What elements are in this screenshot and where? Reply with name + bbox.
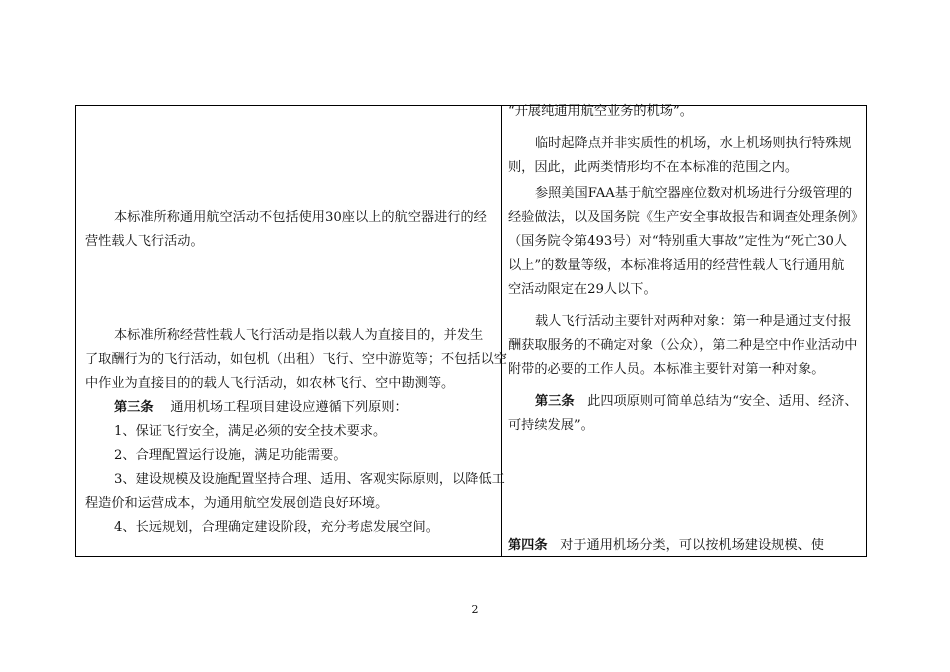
right-line-4: 参照美国FAA基于航空器座位数对机场进行分级管理的: [535, 186, 853, 201]
left-item-3-cont: 程造价和运营成本，为通用航空发展创造良好环境。: [85, 496, 389, 511]
right-line-5: 经验做法，以及国务院《生产安全事故报告和调查处理条例》: [508, 210, 865, 225]
right-line-10: 酬获取服务的不确定对象（公众），第二种是空中作业活动中: [508, 338, 858, 353]
right-column: [502, 106, 867, 556]
right-line-2: 临时起降点并非实质性的机场，水上机场则执行特殊规: [535, 136, 852, 151]
left-article3: [114, 396, 408, 420]
left-p1-line2: 营性载人飞行活动。: [85, 234, 204, 249]
article3-text: 通用机场工程项目建设应遵循下列原则：: [170, 400, 408, 415]
left-p2-line3: 中作业为直接目的的载人飞行活动，如农林飞行、空中勘测等。: [85, 376, 455, 391]
right-line-11: 附带的必要的工作人员。本标准主要针对第一种对象。: [508, 362, 825, 377]
left-item-4: 4、长远规划，合理确定建设阶段，充分考虑发展空间。: [114, 520, 439, 535]
right-line-9: 载人飞行活动主要针对两种对象：第一种是通过支付报: [535, 314, 852, 329]
left-item-1: 1、保证飞行安全，满足必须的安全技术要求。: [114, 424, 387, 439]
left-p2-line2: 了取酬行为的飞行活动，如包机（出租）飞行、空中游览等；不包括以空: [85, 352, 507, 367]
right-line-7: 以上”的数量等级，本标准将适用的经营性载人飞行通用航: [508, 258, 845, 273]
left-item-3: 3、建设规模及设施配置坚持合理、适用、客观实际原则，以降低工: [114, 472, 505, 487]
left-item-2: 2、合理配置运行设施，满足功能需要。: [114, 448, 347, 463]
left-p1-line1: 本标准所称通用航空活动不包括使用30座以上的航空器进行的经: [114, 210, 487, 225]
article3-label: 第三条: [114, 400, 154, 415]
right-article4-text: 对于通用机场分类，可以按机场建设规模、使: [560, 538, 824, 553]
left-p2-line1: 本标准所称经营性载人飞行活动是指以载人为直接目的，并发生: [114, 328, 484, 343]
right-article3: [535, 390, 858, 414]
right-line-3: 则，因此，此两类情形均不在本标准的范围之内。: [508, 160, 799, 175]
right-article3-label: 第三条: [535, 394, 575, 409]
right-line-1: “开展纯通用航空业务的机场”。: [508, 104, 693, 119]
right-article3-cont: 可持续发展”。: [508, 418, 594, 433]
right-line-8: 空活动限定在29人以下。: [508, 282, 657, 297]
right-article4-label: 第四条: [508, 538, 548, 553]
right-article3-text: 此四项原则可简单总结为“安全、适用、经济、: [587, 394, 858, 409]
page-number: 2: [471, 603, 479, 616]
right-article4: [508, 534, 824, 558]
right-line-6: （国务院令第493号）对“特别重大事故”定性为“死亡30人: [508, 234, 848, 249]
left-column: [76, 106, 507, 556]
document-table: [75, 105, 867, 557]
